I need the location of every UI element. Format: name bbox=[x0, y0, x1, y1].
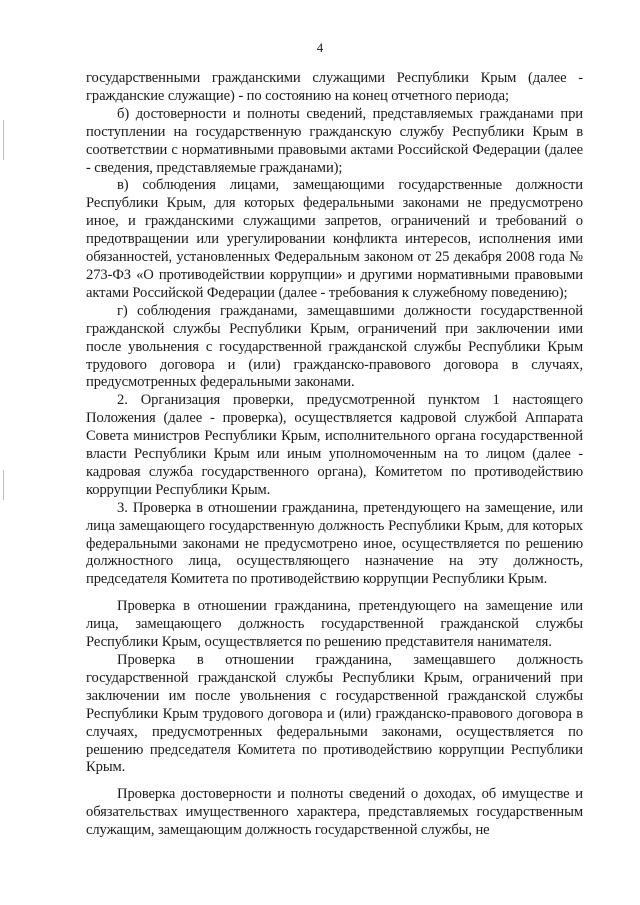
paragraph: Проверка в отношении гражданина, замещавшего должность государственной гражданской службы Республики Крым, ограничений при заключении им после увольнения с государственной гражданской службы Республики Крым трудового договора и (или) гражданско-правового договора в случаях, предусмотренных федеральными законами, осуществляется по решению председателя Комитета по противодействию коррупции Республики Крым. bbox=[86, 652, 583, 776]
paragraph: Проверка достоверности и полноты сведений о доходах, об имуществе и обязательствах имущественного характера, представляемых государственным служащим, замещающим должность государственной службы, не bbox=[86, 786, 583, 839]
page-number: 4 bbox=[316, 40, 324, 55]
paragraph: 3. Проверка в отношении гражданина, претендующего на замещение, или лица замещающего государственную должность Республики Крым, для которых федеральными законами не предусмотрено иное, осуществляется по решению должностного лица, осуществляющего назначение на эту должность, председателя Комитета по противодействию коррупции Республики Крым. bbox=[86, 499, 583, 588]
paragraph: Проверка в отношении гражданина, претендующего на замещение или лица, замещающего должность государственной гражданской службы Республики Крым, осуществляется по решению представителя нанимателя. bbox=[86, 598, 583, 651]
paragraph: г) соблюдения гражданами, замещавшими должности государственной гражданской службы Республики Крым, ограничений при заключении ими после увольнения с государственной гражданской службы Республики Крым трудового договора и (или) гражданско-правового договора в случаях, предусмотренных федеральными законами. bbox=[86, 302, 583, 391]
paragraph: б) достоверности и полноты сведений, представляемых гражданами при поступлении на государственную гражданскую службу Республики Крым в соответствии с нормативными правовыми актами Российской Федерации (далее - сведения, представляемые гражданами); bbox=[86, 105, 583, 176]
paragraph: государственными гражданскими служащими Республики Крым (далее - гражданские служащие) - по состоянию на конец отчетного периода; bbox=[86, 70, 583, 104]
paragraph: 2. Организация проверки, предусмотренной пунктом 1 настоящего Положения (далее - проверка), осуществляется кадровой службой Аппарата Совета министров Республики Крым, исполнительного органа государственной власти Республики Крым или иным уполномоченным на то лицом (далее - кадровая служба государственного органа), Комитетом по противодействию коррупции Республики Крым. bbox=[86, 392, 583, 498]
scan-edge-mark bbox=[3, 470, 4, 500]
paragraph: в) соблюдения лицами, замещающими государственные должности Республики Крым, для которых федеральными законами не предусмотрено иное, и гражданскими служащими запретов, ограничений и требований о предотвращении или урегулировании конфликта интересов, исполнения ими обязанностей, установленных Федеральным законом от 25 декабря 2008 года № 273-ФЗ «О противодействии коррупции» и другими нормативными правовыми актами Российской Федерации (далее - требования к служебному поведению); bbox=[86, 177, 583, 301]
document-body bbox=[86, 70, 583, 840]
scan-edge-mark bbox=[3, 120, 4, 160]
